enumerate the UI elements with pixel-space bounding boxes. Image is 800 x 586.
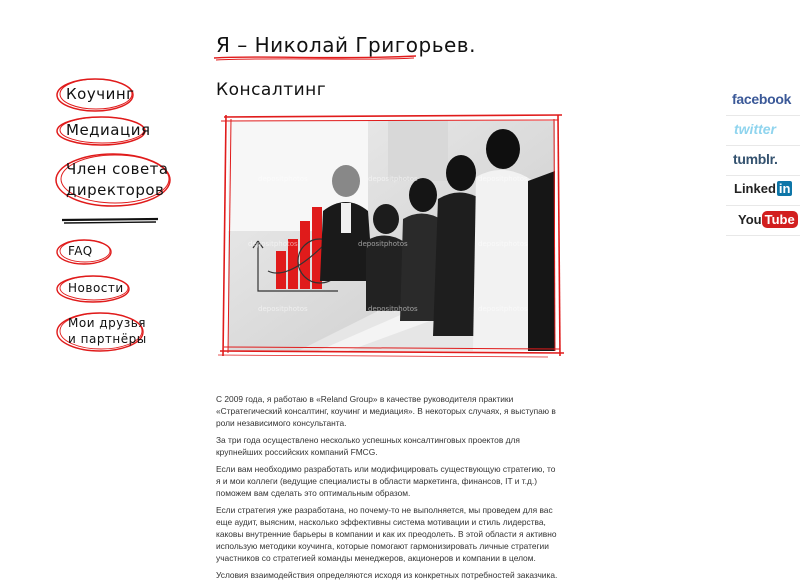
youtube-logo-text: You — [738, 212, 762, 227]
nav-item-coaching[interactable] — [55, 77, 135, 113]
photo-watermark: depositphotos — [478, 175, 528, 183]
youtube-link[interactable] — [726, 206, 800, 236]
tumblr-link[interactable] — [726, 146, 800, 176]
youtube-tube-badge: Tube — [762, 211, 798, 228]
twitter-logo: twitter — [734, 121, 776, 137]
nav-item-label: Мои друзья и партнёры — [68, 316, 147, 346]
photo-watermark: depositphotos — [358, 240, 408, 248]
twitter-link[interactable] — [726, 116, 800, 146]
nav-item-faq[interactable] — [55, 238, 115, 266]
paragraph: С 2009 года, я работаю в «Reland Group» в качестве руководителя практики «Стратегический консалтинг, коучинг и медиация». В некоторых случаях, я выступаю в роли независимого консультанта. — [216, 394, 556, 428]
photo-watermark: depositphotos — [478, 305, 528, 313]
hero-photo — [218, 113, 566, 358]
linkedin-link[interactable] — [726, 176, 800, 206]
hand-drawn-frame — [218, 113, 566, 358]
nav-item-friends-partners[interactable] — [55, 311, 147, 353]
nav-item-news[interactable] — [55, 274, 133, 304]
facebook-link[interactable] — [726, 86, 800, 116]
photo-watermark: depositphotos — [258, 175, 308, 183]
photo-watermark: depositphotos — [368, 175, 418, 183]
photo-watermark: depositphotos — [368, 305, 418, 313]
section-title: Консалтинг — [216, 80, 327, 100]
nav-item-label: Коучинг — [66, 85, 135, 103]
nav-divider — [60, 216, 160, 226]
title-underline — [212, 52, 418, 64]
paragraph: Условия взаимодействия определяются исходя из конкретных потребностей заказчика. — [216, 570, 558, 580]
nav-item-label: Новости — [68, 281, 124, 295]
youtube-logo — [738, 211, 798, 228]
photo-watermark: depositphotos — [478, 240, 528, 248]
nav-item-label: Член совета директоров — [66, 160, 169, 199]
linkedin-logo-text: Linked — [734, 181, 776, 196]
paragraph: За три года осуществлено несколько успешных консалтинговых проектов для крупнейших российских компаний FMCG. — [216, 435, 520, 457]
tumblr-logo: tumblr. — [733, 151, 778, 167]
paragraph: Если стратегия уже разработана, но почему-то не выполняется, мы проведем для вас еще аудит, выясним, насколько эффективны система мотивации и стиль лидерства, каковы внутренние барьеры в компании и как их преодолеть. В этой области я активно использую методики коучинга, которые помогают гармонизировать личные стратегии участников со стратегией команды менеджеров, акционеров и компании в целом. — [216, 505, 557, 563]
nav-item-label: Медиация — [66, 121, 151, 139]
nav-item-label: FAQ — [68, 244, 93, 258]
nav-item-mediation[interactable] — [55, 115, 151, 147]
nav-item-board-member[interactable] — [55, 153, 175, 208]
facebook-logo: facebook — [732, 91, 792, 107]
linkedin-in-badge: in — [778, 181, 791, 196]
paragraph: Если вам необходимо разработать или модифицировать существующую стратегию, то я и мои коллеги (ведущие специалисты в области маркетинга, финансов, IT и т.д.) поможем вам сделать это оптимальным образом. — [216, 464, 556, 498]
article-text — [216, 393, 562, 586]
page-title: Я – Николай Григорьев. — [216, 33, 476, 57]
photo-watermark: depositphotos — [258, 305, 308, 313]
photo-watermark: depositphotos — [248, 240, 298, 248]
linkedin-logo — [734, 181, 792, 196]
